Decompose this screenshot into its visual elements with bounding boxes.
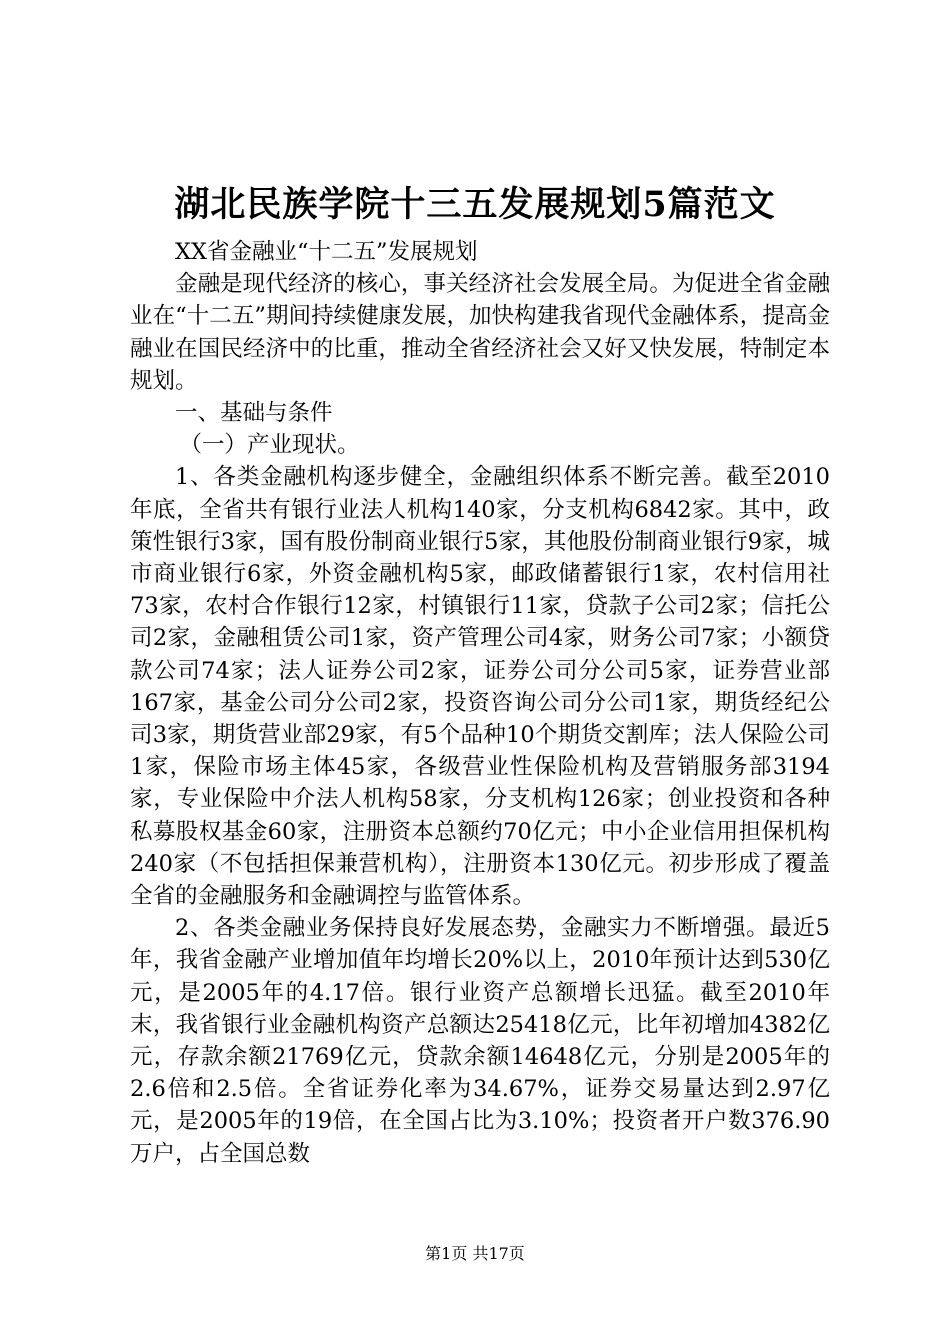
document-title: 湖北民族学院十三五发展规划5篇范文 bbox=[174, 184, 776, 225]
paragraph-intro: 金融是现代经济的核心，事关经济社会发展全局。为促进全省金融业在“十二五”期间持续健康发展，加快构建我省现代金融体系，提高金融业在国民经济中的比重，推动全省经济社会又好又快发展，特制定本规划。 bbox=[130, 271, 830, 394]
paragraph-subtitle: XX省金融业“十二五”发展规划 bbox=[175, 239, 478, 265]
section-heading: 一、基础与条件 bbox=[175, 400, 333, 427]
paragraph-institutions: 1、各类金融机构逐步健全，金融组织体系不断完善。截至2010年底，全省共有银行业法人机构140家，分支机构6842家。其中，政策性银行3家，国有股份制商业银行5家，其他股份制商业银行9家，城市商业银行6家，外资金融机构5家，邮政储蓄银行1家，农村信用社73家，农村合作银行12家，村镇银行11家，贷款子公司2家；信托公司2家，金融租赁公司1家，资产管理公司4家，财务公司7家；小额贷款公司74家；法人证券公司2家，证券公司分公司5家，证券营业部167家，基金公司分公司2家，投资咨询公司分公司1家，期货经纪公司3家，期货营业部29家，有5个品种10个期货交割库；法人保险公司1家，保险市场主体45家，各级营业性保险机构及营销服务部3194家，专业保险中介法人机构58家，分支机构126家；创业投资和各种私募股权基金60家，注册资本总额约70亿元；中小企业信用担保机构240家（不包括担保兼营机构），注册资本130亿元。初步形成了覆盖全省的金融服务和金融调控与监管体系。 bbox=[130, 464, 830, 910]
subsection-heading: （一）产业现状。 bbox=[179, 432, 360, 459]
document-body bbox=[130, 236, 830, 1170]
page-number-footer: 第1页 共17页 bbox=[425, 1244, 525, 1263]
paragraph-business: 2、各类金融业务保持良好发展态势，金融实力不断增强。最近5年，我省金融产业增加值年均增长20%以上，2010年预计达到530亿元，是2005年的4.17倍。银行业资产总额增长迅猛。截至2010年末，我省银行业金融机构资产总额达25418亿元，比年初增加4382亿元，存款余额21769亿元，贷款余额14648亿元，分别是2005年的2.6倍和2.5倍。全省证券化率为34.67%，证券交易量达到2.97亿元，是2005年的19倍，在全国占比为3.10%；投资者开户数376.90万户，占全国总数 bbox=[130, 915, 830, 1167]
